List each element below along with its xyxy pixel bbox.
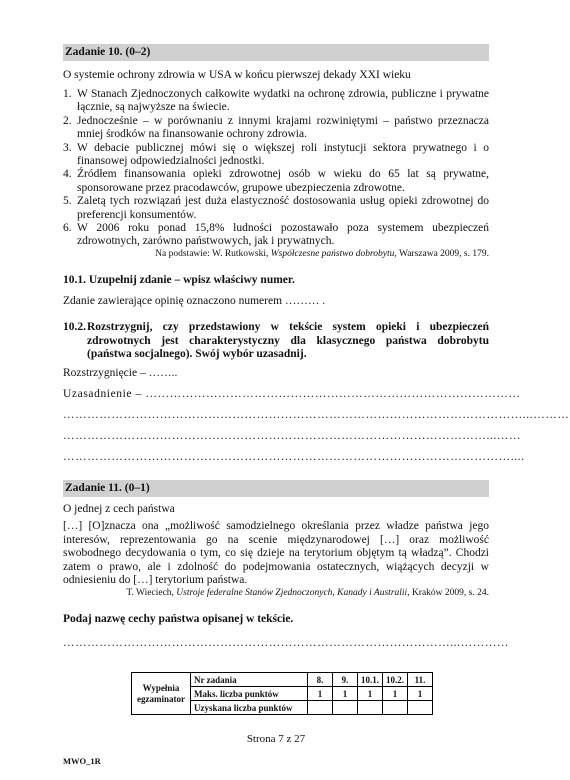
task-number-cell: 9.: [333, 673, 358, 687]
task-11-source: T. Wieciech, Ustroje federalne Stanów Zjednoczonych, Kanady i Australii, Kraków 2009, s. 24.: [126, 588, 489, 598]
task-number-cell: 11.: [408, 673, 433, 687]
page-number: Strona 7 z 27: [246, 733, 306, 745]
answer-line[interactable]: ……………………………………………………………………………………………...……: [63, 430, 522, 442]
task-number-cell: 10.1.: [358, 673, 383, 687]
obtained-points-cell[interactable]: [408, 701, 433, 715]
task-11-intro: O jednej z cech państwa: [63, 503, 175, 515]
obtained-points-cell[interactable]: [308, 701, 333, 715]
score-table-side-label: Wypełnia egzaminator: [132, 673, 191, 715]
max-points-cell: 1: [383, 687, 408, 701]
score-row-label: Uzyskana liczba punktów: [191, 701, 308, 715]
max-points-cell: 1: [408, 687, 433, 701]
question-10-2-decision[interactable]: Rozstrzygnięcie – ……..: [63, 367, 178, 379]
question-10-1-sentence[interactable]: Zdanie zawierające opinię oznaczono numerem ……… .: [63, 295, 326, 307]
score-table: [131, 672, 433, 715]
obtained-points-cell[interactable]: [358, 701, 383, 715]
task-10-header: Zadanie 10. (0–2): [63, 44, 489, 61]
task-number-cell: 8.: [308, 673, 333, 687]
task-10-source: Na podstawie: W. Rutkowski, Współczesne państwo dobrobytu, Warszawa 2009, s. 179.: [155, 249, 489, 259]
score-row-label: Maks. liczba punktów: [191, 687, 308, 701]
task-10-statements: [63, 88, 489, 249]
statement-item: 3. W debacie publicznej mówi się o większej roli instytucji sektora prywatnego i o finansowej odpowiedzialności jednostki.: [63, 141, 489, 168]
task-11-header: Zadanie 11. (0–1): [63, 480, 489, 497]
max-points-cell: 1: [333, 687, 358, 701]
max-points-cell: 1: [308, 687, 333, 701]
statement-item: 6. W 2006 roku ponad 15,8% ludności pozostawało poza systemem ubezpieczeń zdrowotnych, zarówno państwowych, jak i prywatnych.: [63, 222, 489, 248]
question-10-1-title: 10.1. Uzupełnij zdanie – wpisz właściwy numer.: [63, 274, 295, 286]
answer-line[interactable]: ……………………………………………………………………………………...…………: [63, 637, 510, 649]
question-10-2-justification[interactable]: Uzasadnienie – …………………………………………………………………………………: [63, 388, 521, 400]
question-11-title: Podaj nazwę cechy państwa opisanej w tekście.: [63, 613, 294, 625]
answer-line[interactable]: ……………………………………………………………………………………………………...………: [63, 409, 570, 421]
max-points-cell: 1: [358, 687, 383, 701]
task-11-quote: […] [O]znacza ona „możliwość samodzielnego określania przez władze państwa jego interesów, reprezentowania go na scenie międzynarodowej […] oraz możliwość swobodnego decydowania o tym, co się dzieje na terytorium objętym tą władzą”. Chodzi zatem o prawo, ale i zdolność do podejmowania ostatecznych, wiążących decyzji w odniesieniu do […] terytorium państwa.: [63, 520, 489, 587]
exam-code: MWO_1R: [63, 756, 101, 766]
score-row-label: Nr zadania: [191, 673, 308, 687]
question-10-2-title: 10.2. Rozstrzygnij, czy przedstawiony w tekście system opieki i ubezpieczeń zdrowotnych jest charakterystyczny dla klasycznego państwa dobrobytu (państwa socjalnego). Swój wybór uzasadnij.: [63, 321, 489, 360]
statement-item: 5. Zaletą tych rozwiązań jest duża elastyczność dostosowania usług opieki zdrowotnej do preferencji konsumentów.: [63, 195, 489, 221]
statement-item: 1. W Stanach Zjednoczonych całkowite wydatki na ochronę zdrowia, publiczne i prywatne łącznie, są najwyższe na świecie.: [63, 88, 489, 114]
obtained-points-cell[interactable]: [383, 701, 408, 715]
task-10-intro: O systemie ochrony zdrowia w USA w końcu pierwszej dekady XXI wieku: [63, 69, 411, 81]
statement-item: 4. Źródłem finansowania opieki zdrowotnej osób w wieku do 65 lat są prywatne, sponsorowane przez pracodawców, grupowe ubezpieczenia zdrowotne.: [63, 168, 489, 194]
statement-item: 2. Jednocześnie – w porównaniu z innymi krajami rozwiniętymi – państwo przeznacza mniej środków na finansowanie ochrony zdrowia.: [63, 114, 489, 141]
obtained-points-cell[interactable]: [333, 701, 358, 715]
task-number-cell: 10.2.: [383, 673, 408, 687]
answer-line[interactable]: …………………………………………………………………………………………………....: [63, 451, 525, 463]
